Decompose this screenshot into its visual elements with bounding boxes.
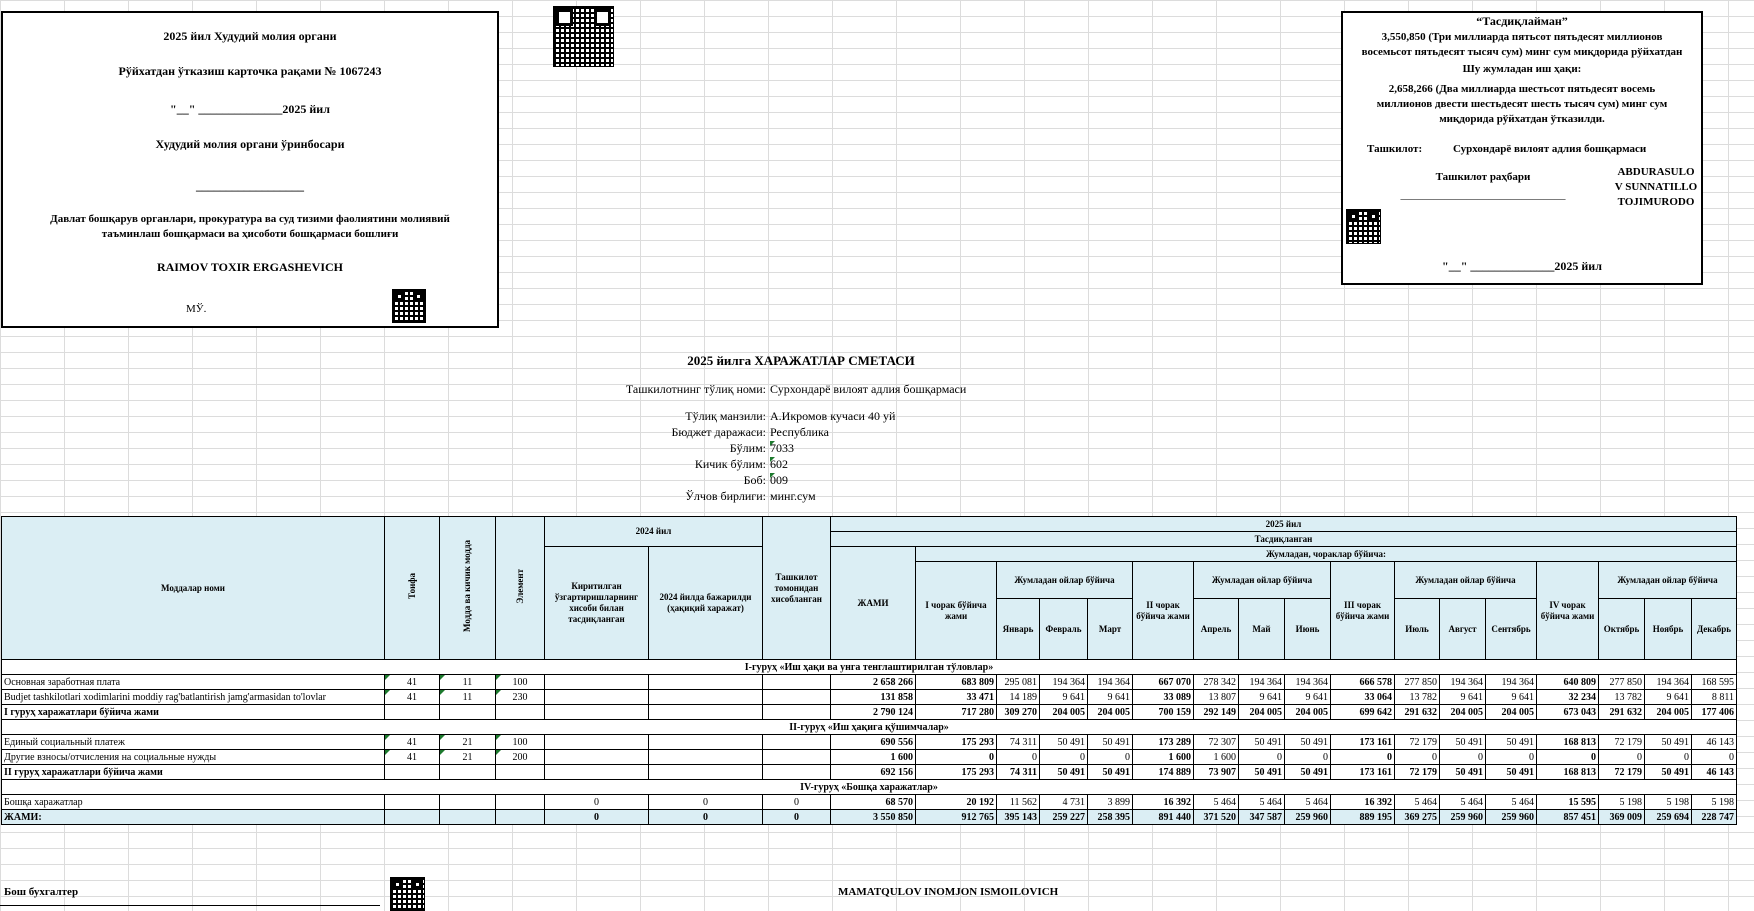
value-cell: 4 731 bbox=[1040, 795, 1088, 810]
subtotal-row bbox=[2, 705, 1737, 720]
left-box-deputy: Худудий молия органи ўринбосари bbox=[155, 137, 345, 151]
value-cell: 0 bbox=[1395, 750, 1440, 765]
approve-amount-line2: восемьсот пятьдесят тысяч сум) минг сум миқдорида рўйхатдан bbox=[1361, 46, 1683, 58]
value-cell: 371 520 bbox=[1194, 810, 1239, 825]
modda-label: Модда ва кичик модда bbox=[462, 540, 472, 633]
code-cell bbox=[496, 705, 545, 720]
q3-months-header: Жумладан ойлар бўйича bbox=[1395, 562, 1537, 599]
month-header: Январь bbox=[997, 599, 1040, 660]
org-label: Ташкилот: bbox=[1367, 143, 1423, 155]
month-header: Февраль bbox=[1040, 599, 1088, 660]
value-cell bbox=[545, 705, 649, 720]
value-cell: 5 198 bbox=[1645, 795, 1692, 810]
code-cell: 21 bbox=[440, 750, 496, 765]
value-cell: 258 395 bbox=[1088, 810, 1133, 825]
value-cell: 131 858 bbox=[831, 690, 916, 705]
value-cell: 204 005 bbox=[1645, 705, 1692, 720]
total-row bbox=[2, 810, 1737, 825]
group-header-row bbox=[2, 720, 1737, 735]
value-cell: 1 600 bbox=[1194, 750, 1239, 765]
code-cell: 100 bbox=[496, 735, 545, 750]
value-cell: 9 641 bbox=[1440, 690, 1486, 705]
value-cell: 5 464 bbox=[1194, 795, 1239, 810]
code-cell: 200 bbox=[496, 750, 545, 765]
value-cell: 291 632 bbox=[1395, 705, 1440, 720]
value-cell: 50 491 bbox=[1040, 765, 1088, 780]
value-cell: 0 bbox=[1331, 750, 1395, 765]
value-cell bbox=[545, 690, 649, 705]
col-2024-header: 2024 йил bbox=[545, 517, 763, 547]
value-cell: 194 364 bbox=[1239, 675, 1285, 690]
value-cell: 2 658 266 bbox=[831, 675, 916, 690]
value-cell: 50 491 bbox=[1285, 735, 1331, 750]
value-cell: 9 641 bbox=[1645, 690, 1692, 705]
info-value: 009 bbox=[770, 473, 788, 487]
code-cell: 11 bbox=[440, 690, 496, 705]
value-cell: 194 364 bbox=[1440, 675, 1486, 690]
expense-table bbox=[1, 516, 1737, 825]
head-name-line1: ABDURASULO bbox=[1617, 166, 1695, 178]
value-cell: 292 149 bbox=[1194, 705, 1239, 720]
code-cell bbox=[440, 765, 496, 780]
org-value: Сурхондарё вилоят адлия бошқармаси bbox=[1453, 143, 1647, 155]
value-cell: 204 005 bbox=[1088, 705, 1133, 720]
left-box-official-name: RAIMOV TOXIR ERGASHEVICH bbox=[156, 260, 344, 274]
value-cell: 50 491 bbox=[1645, 735, 1692, 750]
value-cell: 72 179 bbox=[1395, 735, 1440, 750]
info-value: Сурхондарё вилоят адлия бошқармаси bbox=[770, 382, 967, 396]
month-header: Октябрь bbox=[1599, 599, 1645, 660]
value-cell: 9 641 bbox=[1486, 690, 1537, 705]
value-cell: 369 009 bbox=[1599, 810, 1645, 825]
value-cell: 278 342 bbox=[1194, 675, 1239, 690]
value-cell: 0 bbox=[763, 810, 831, 825]
col-element-header bbox=[496, 517, 545, 660]
value-cell: 0 bbox=[545, 810, 649, 825]
value-cell: 0 bbox=[1537, 750, 1599, 765]
value-cell: 699 642 bbox=[1331, 705, 1395, 720]
head-name-line2: V SUNNATILLO bbox=[1614, 181, 1698, 193]
value-cell: 15 595 bbox=[1537, 795, 1599, 810]
value-cell bbox=[649, 675, 763, 690]
table-row bbox=[2, 795, 1737, 810]
code-cell bbox=[496, 810, 545, 825]
code-cell bbox=[385, 795, 440, 810]
info-value: Республика bbox=[770, 425, 829, 439]
value-cell: 1 600 bbox=[1133, 750, 1194, 765]
value-cell: 259 227 bbox=[1040, 810, 1088, 825]
info-value: минг.сум bbox=[770, 489, 816, 503]
value-cell: 74 311 bbox=[997, 735, 1040, 750]
value-cell: 259 694 bbox=[1645, 810, 1692, 825]
col-q1-header: I чорак бўйича жами bbox=[916, 562, 997, 660]
value-cell bbox=[763, 765, 831, 780]
value-cell: 228 747 bbox=[1692, 810, 1737, 825]
month-header: Март bbox=[1088, 599, 1133, 660]
qr-code-icon bbox=[553, 6, 614, 67]
row-name: II гуруҳ харажатлари бўйича жами bbox=[2, 765, 385, 780]
value-cell: 14 189 bbox=[997, 690, 1040, 705]
value-cell: 33 471 bbox=[916, 690, 997, 705]
code-cell: 230 bbox=[496, 690, 545, 705]
month-header: Июль bbox=[1395, 599, 1440, 660]
info-label: Кичик бўлим: bbox=[694, 457, 766, 471]
value-cell: 0 bbox=[545, 795, 649, 810]
code-cell: 11 bbox=[440, 675, 496, 690]
left-box-card-number: Рўйхатдан ўтказиш карточка рақами № 1067243 bbox=[118, 64, 382, 78]
value-cell: 347 587 bbox=[1239, 810, 1285, 825]
subtotal-row bbox=[2, 765, 1737, 780]
row-name: I гуруҳ харажатлари бўйича жами bbox=[2, 705, 385, 720]
value-cell: 194 364 bbox=[1285, 675, 1331, 690]
value-cell: 194 364 bbox=[1040, 675, 1088, 690]
table-row bbox=[2, 675, 1737, 690]
col-jami-header: ЖАМИ bbox=[831, 547, 916, 660]
value-cell: 277 850 bbox=[1395, 675, 1440, 690]
value-cell: 5 464 bbox=[1285, 795, 1331, 810]
code-cell bbox=[385, 705, 440, 720]
table-row bbox=[2, 690, 1737, 705]
value-cell: 5 464 bbox=[1486, 795, 1537, 810]
value-cell: 0 bbox=[1692, 750, 1737, 765]
value-cell: 174 889 bbox=[1133, 765, 1194, 780]
approve-salary-line2: миллионов двести шестьдесят шесть тысяч сум) минг сум bbox=[1376, 98, 1668, 110]
value-cell: 309 270 bbox=[997, 705, 1040, 720]
code-cell: 100 bbox=[496, 675, 545, 690]
value-cell: 13 782 bbox=[1395, 690, 1440, 705]
code-cell: 41 bbox=[385, 690, 440, 705]
value-cell bbox=[545, 675, 649, 690]
info-label: Тўлиқ манзили: bbox=[685, 409, 766, 423]
group-header-row bbox=[2, 780, 1737, 795]
col-quarters-header: Жумладан, чораклар бўйича: bbox=[916, 547, 1737, 562]
value-cell: 0 bbox=[1088, 750, 1133, 765]
value-cell: 0 bbox=[1239, 750, 1285, 765]
value-cell: 3 550 850 bbox=[831, 810, 916, 825]
value-cell bbox=[545, 735, 649, 750]
value-cell: 173 289 bbox=[1133, 735, 1194, 750]
value-cell: 194 364 bbox=[1486, 675, 1537, 690]
col-name-header: Моддалар номи bbox=[2, 517, 385, 660]
value-cell: 204 005 bbox=[1040, 705, 1088, 720]
month-header: Ноябрь bbox=[1645, 599, 1692, 660]
code-cell bbox=[385, 810, 440, 825]
col-org-calc-header: Ташкилот томонидан хисобланган bbox=[763, 517, 831, 660]
group-header-row bbox=[2, 660, 1737, 675]
code-cell: 41 bbox=[385, 735, 440, 750]
info-value: 7033 bbox=[770, 441, 794, 455]
info-label: Бўлим: bbox=[729, 441, 766, 455]
value-cell: 395 143 bbox=[997, 810, 1040, 825]
approve-amount-line1: 3,550,850 (Три миллиарда пятьсот пятьдесят миллионов bbox=[1381, 31, 1663, 43]
value-cell bbox=[763, 675, 831, 690]
value-cell: 194 364 bbox=[1645, 675, 1692, 690]
right-box-date: "__" ______________2025 йил bbox=[1442, 259, 1602, 273]
value-cell: 9 641 bbox=[1285, 690, 1331, 705]
row-name: ЖАМИ: bbox=[2, 810, 385, 825]
value-cell: 8 811 bbox=[1692, 690, 1737, 705]
row-name: Другие взносы/отчисления на социальные нужды bbox=[2, 750, 385, 765]
value-cell: 0 bbox=[649, 795, 763, 810]
row-name: Budjet tashkilotlari xodimlarini moddiy rag'batlantirish jamg'armasidan to'lovlar bbox=[2, 690, 385, 705]
value-cell: 177 406 bbox=[1692, 705, 1737, 720]
value-cell: 68 570 bbox=[831, 795, 916, 810]
left-box-dept-line2: таъминлаш бошқармаси ва ҳисоботи бошқармаси бошлиғи bbox=[101, 228, 399, 240]
value-cell: 700 159 bbox=[1133, 705, 1194, 720]
col-2025-header: 2025 йил bbox=[831, 517, 1737, 532]
row-name: Бошқа харажатлар bbox=[2, 795, 385, 810]
value-cell: 690 556 bbox=[831, 735, 916, 750]
value-cell bbox=[763, 735, 831, 750]
table-row bbox=[2, 750, 1737, 765]
value-cell: 50 491 bbox=[1239, 765, 1285, 780]
element-label: Элемент bbox=[514, 569, 525, 604]
row-name: Основная заработная плата bbox=[2, 675, 385, 690]
left-box-date: "__" ______________2025 йил bbox=[170, 102, 330, 116]
head-label: Ташкилот раҳбари bbox=[1435, 171, 1531, 183]
info-label: Ташкилотнинг тўлиқ номи: bbox=[625, 382, 766, 396]
value-cell: 5 464 bbox=[1395, 795, 1440, 810]
code-cell bbox=[496, 765, 545, 780]
value-cell: 175 293 bbox=[916, 735, 997, 750]
value-cell: 0 bbox=[997, 750, 1040, 765]
value-cell: 50 491 bbox=[1440, 735, 1486, 750]
q2-months-header: Жумладан ойлар бўйича bbox=[1194, 562, 1331, 599]
value-cell: 168 813 bbox=[1537, 765, 1599, 780]
code-cell: 41 bbox=[385, 750, 440, 765]
left-box-stamp: МЎ. bbox=[186, 303, 207, 315]
value-cell: 0 bbox=[1599, 750, 1645, 765]
value-cell: 194 364 bbox=[1088, 675, 1133, 690]
value-cell: 277 850 bbox=[1599, 675, 1645, 690]
col-q3-header: III чорак бўйича жами bbox=[1331, 562, 1395, 660]
value-cell: 259 960 bbox=[1285, 810, 1331, 825]
value-cell: 291 632 bbox=[1599, 705, 1645, 720]
q1-months-header: Жумладан ойлар бўйича bbox=[997, 562, 1133, 599]
value-cell: 9 641 bbox=[1239, 690, 1285, 705]
value-cell: 692 156 bbox=[831, 765, 916, 780]
value-cell: 72 307 bbox=[1194, 735, 1239, 750]
value-cell: 2 790 124 bbox=[831, 705, 916, 720]
value-cell: 5 464 bbox=[1239, 795, 1285, 810]
value-cell: 259 960 bbox=[1486, 810, 1537, 825]
value-cell: 204 005 bbox=[1285, 705, 1331, 720]
value-cell: 0 bbox=[1285, 750, 1331, 765]
code-cell bbox=[440, 705, 496, 720]
left-approval-box bbox=[1, 11, 499, 328]
group-title: I-гуруҳ «Иш ҳақи ва унга тенглаштирилган тўловлар» bbox=[2, 660, 1737, 675]
code-cell: 41 bbox=[385, 675, 440, 690]
code-cell bbox=[496, 795, 545, 810]
value-cell bbox=[649, 735, 763, 750]
left-box-dept-line1: Давлат бошқарув органлари, прокуратура ва суд тизими фаолиятини молиявий bbox=[50, 213, 450, 225]
code-cell bbox=[440, 795, 496, 810]
code-cell bbox=[385, 765, 440, 780]
value-cell: 857 451 bbox=[1537, 810, 1599, 825]
value-cell: 50 491 bbox=[1040, 735, 1088, 750]
value-cell bbox=[649, 705, 763, 720]
accountant-label: Бош бухгалтер bbox=[4, 886, 79, 898]
qr-code-icon bbox=[392, 289, 426, 323]
value-cell: 173 161 bbox=[1331, 765, 1395, 780]
col-toifa-header bbox=[385, 517, 440, 660]
value-cell: 5 464 bbox=[1440, 795, 1486, 810]
col-executed-header: 2024 йилда бажарилди (ҳақиқий харажат) bbox=[649, 547, 763, 660]
left-box-signature-line: __________________ bbox=[196, 179, 304, 193]
value-cell bbox=[545, 750, 649, 765]
value-cell: 204 005 bbox=[1440, 705, 1486, 720]
value-cell: 72 179 bbox=[1599, 765, 1645, 780]
col-q2-header: II чорак бўйича жами bbox=[1133, 562, 1194, 660]
value-cell: 50 491 bbox=[1486, 765, 1537, 780]
value-cell: 0 bbox=[1440, 750, 1486, 765]
value-cell: 369 275 bbox=[1395, 810, 1440, 825]
value-cell: 72 179 bbox=[1395, 765, 1440, 780]
accountant-name: MAMATQULOV INOMJON ISMOILOVICH bbox=[838, 886, 1059, 898]
value-cell bbox=[763, 750, 831, 765]
month-header: Май bbox=[1239, 599, 1285, 660]
value-cell: 16 392 bbox=[1331, 795, 1395, 810]
info-value: А.Икромов кучаси 40 уй bbox=[770, 409, 896, 423]
col-q4-header: IV чорак бўйича жами bbox=[1537, 562, 1599, 660]
head-signature-line: ______________________________ bbox=[1400, 189, 1566, 201]
value-cell bbox=[649, 690, 763, 705]
toifa-label: Тоифа bbox=[406, 573, 417, 600]
value-cell: 9 641 bbox=[1088, 690, 1133, 705]
value-cell bbox=[545, 765, 649, 780]
info-value: 602 bbox=[770, 457, 788, 471]
value-cell: 889 195 bbox=[1331, 810, 1395, 825]
value-cell: 50 491 bbox=[1239, 735, 1285, 750]
qr-code-icon bbox=[1346, 209, 1381, 244]
value-cell: 72 179 bbox=[1599, 735, 1645, 750]
accountant-signature-line bbox=[0, 905, 380, 906]
value-cell: 13 807 bbox=[1194, 690, 1239, 705]
value-cell: 5 198 bbox=[1692, 795, 1737, 810]
value-cell: 0 bbox=[649, 810, 763, 825]
document-title: 2025 йилга ХАРАЖАТЛАР СМЕТАСИ bbox=[687, 353, 915, 368]
value-cell: 173 161 bbox=[1331, 735, 1395, 750]
value-cell bbox=[763, 690, 831, 705]
head-name bbox=[1611, 165, 1701, 210]
group-title: IV-гуруҳ «Бошқа харажатлар» bbox=[2, 780, 1737, 795]
col-approved-header: Киритилган ўзгартиришларнинг хисоби билан тасдиқланган bbox=[545, 547, 649, 660]
month-header: Июнь bbox=[1285, 599, 1331, 660]
row-name: Единый социальный платеж bbox=[2, 735, 385, 750]
month-header: Декабрь bbox=[1692, 599, 1737, 660]
code-cell bbox=[440, 810, 496, 825]
value-cell: 50 491 bbox=[1645, 765, 1692, 780]
table-row bbox=[2, 735, 1737, 750]
value-cell: 5 198 bbox=[1599, 795, 1645, 810]
value-cell: 9 641 bbox=[1040, 690, 1088, 705]
value-cell: 0 bbox=[1040, 750, 1088, 765]
value-cell: 32 234 bbox=[1537, 690, 1599, 705]
value-cell: 74 311 bbox=[997, 765, 1040, 780]
value-cell: 673 043 bbox=[1537, 705, 1599, 720]
code-cell: 21 bbox=[440, 735, 496, 750]
left-box-line1: 2025 йил Худудий молия органи bbox=[163, 29, 337, 43]
value-cell: 46 143 bbox=[1692, 765, 1737, 780]
value-cell: 0 bbox=[1486, 750, 1537, 765]
value-cell: 50 491 bbox=[1088, 735, 1133, 750]
value-cell: 204 005 bbox=[1486, 705, 1537, 720]
value-cell: 46 143 bbox=[1692, 735, 1737, 750]
value-cell: 667 070 bbox=[1133, 675, 1194, 690]
value-cell: 683 809 bbox=[916, 675, 997, 690]
value-cell: 168 595 bbox=[1692, 675, 1737, 690]
value-cell: 168 813 bbox=[1537, 735, 1599, 750]
value-cell bbox=[649, 765, 763, 780]
value-cell: 11 562 bbox=[997, 795, 1040, 810]
value-cell: 73 907 bbox=[1194, 765, 1239, 780]
value-cell: 16 392 bbox=[1133, 795, 1194, 810]
value-cell: 912 765 bbox=[916, 810, 997, 825]
q4-months-header: Жумладан ойлар бўйича bbox=[1599, 562, 1737, 599]
info-label: Боб: bbox=[743, 473, 766, 487]
value-cell: 20 192 bbox=[916, 795, 997, 810]
month-header: Август bbox=[1440, 599, 1486, 660]
value-cell: 13 782 bbox=[1599, 690, 1645, 705]
value-cell: 640 809 bbox=[1537, 675, 1599, 690]
group-title: II-гуруҳ «Иш ҳақига қўшимчалар» bbox=[2, 720, 1737, 735]
value-cell: 1 600 bbox=[831, 750, 916, 765]
info-label: Ўлчов бирлиги: bbox=[685, 489, 766, 503]
approve-salary-line3: миқдорида рўйхатдан ўтказилди. bbox=[1439, 113, 1605, 125]
value-cell bbox=[763, 705, 831, 720]
value-cell: 891 440 bbox=[1133, 810, 1194, 825]
value-cell: 50 491 bbox=[1440, 765, 1486, 780]
info-label: Бюджет даражаси: bbox=[671, 425, 766, 439]
value-cell: 50 491 bbox=[1088, 765, 1133, 780]
value-cell: 50 491 bbox=[1486, 735, 1537, 750]
value-cell: 33 064 bbox=[1331, 690, 1395, 705]
approve-salary-line1: 2,658,266 (Два миллиарда шестьсот пятьдесят восемь bbox=[1388, 83, 1656, 95]
value-cell: 50 491 bbox=[1285, 765, 1331, 780]
head-name-line3: TOJIMURODO bbox=[1617, 196, 1695, 208]
col-modda-header bbox=[440, 517, 496, 660]
value-cell: 0 bbox=[1645, 750, 1692, 765]
month-header: Апрель bbox=[1194, 599, 1239, 660]
month-header: Сентябрь bbox=[1486, 599, 1537, 660]
value-cell: 717 280 bbox=[916, 705, 997, 720]
approve-title: “Тасдиқлайман” bbox=[1476, 14, 1568, 28]
value-cell: 0 bbox=[916, 750, 997, 765]
value-cell: 0 bbox=[763, 795, 831, 810]
value-cell bbox=[649, 750, 763, 765]
value-cell: 295 081 bbox=[997, 675, 1040, 690]
value-cell: 33 089 bbox=[1133, 690, 1194, 705]
value-cell: 204 005 bbox=[1239, 705, 1285, 720]
qr-code-icon bbox=[390, 877, 425, 911]
approve-salary-label: Шу жумладан иш ҳақи: bbox=[1462, 63, 1582, 75]
value-cell: 3 899 bbox=[1088, 795, 1133, 810]
value-cell: 666 578 bbox=[1331, 675, 1395, 690]
col-approved-2025-header: Тасдиқланган bbox=[831, 532, 1737, 547]
right-approval-box bbox=[1341, 11, 1703, 285]
value-cell: 175 293 bbox=[916, 765, 997, 780]
value-cell: 259 960 bbox=[1440, 810, 1486, 825]
